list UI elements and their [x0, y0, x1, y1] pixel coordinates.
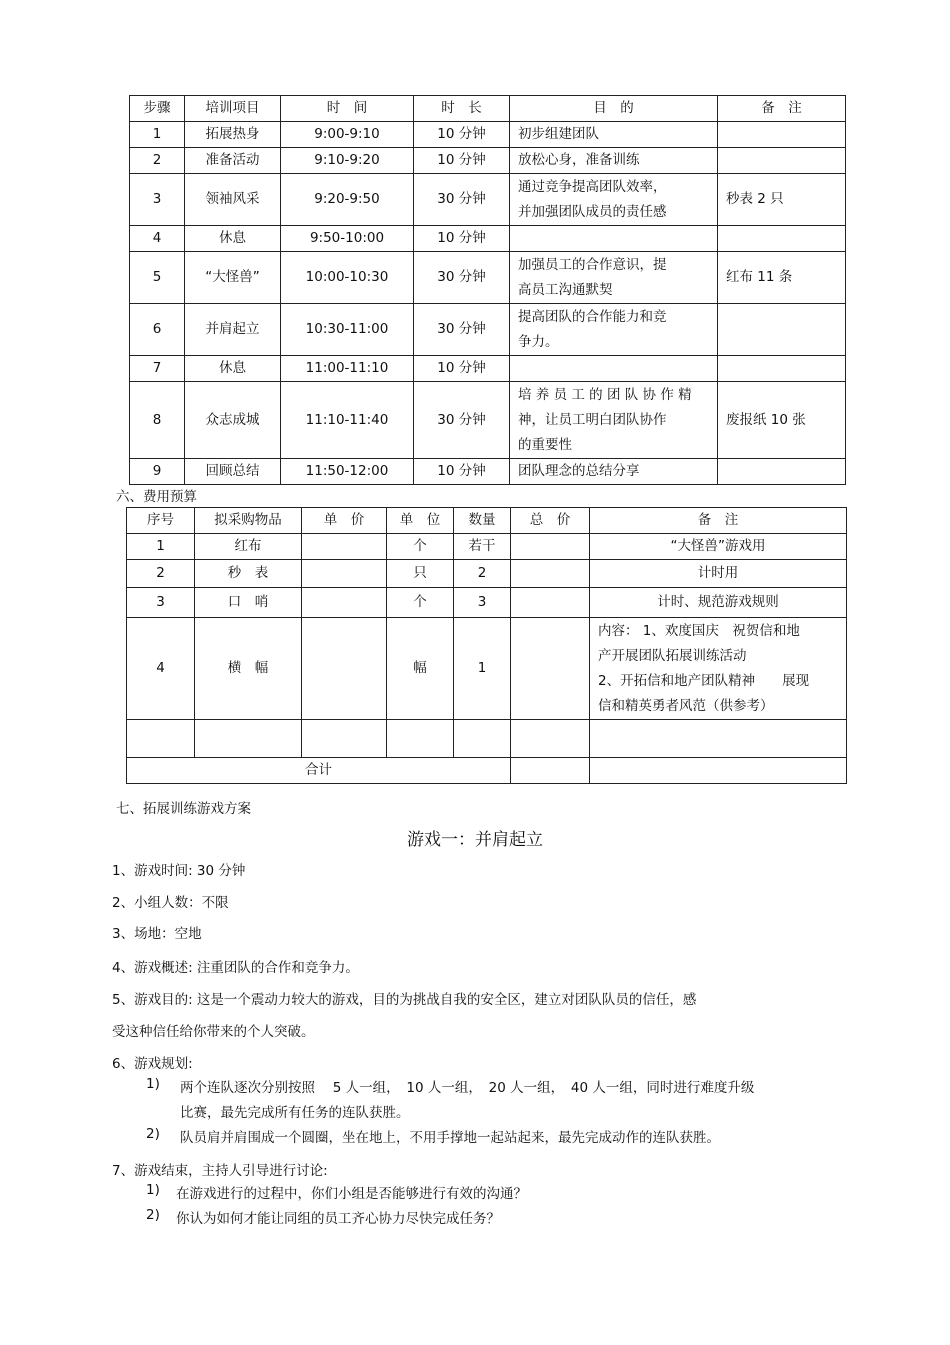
unit-cell: 个 [387, 534, 454, 560]
purpose-cell [510, 382, 718, 459]
unit-cell: 幅 [387, 618, 454, 720]
purchase-item-cell: 红布 [195, 534, 302, 560]
time-cell: 9:10-9:20 [281, 148, 414, 174]
budget-note-line: 2、开拓信和地产团队精神 展现 [598, 672, 810, 689]
game-info-line: 2、小组人数：不限 [112, 895, 229, 911]
budget-note-line: 内容： 1、欢度国庆 祝贺信和地 [598, 622, 800, 639]
purpose-cell [510, 226, 718, 252]
time-cell: 9:50-10:00 [281, 226, 414, 252]
no-cell: 3 [127, 588, 195, 618]
table-row [130, 122, 846, 148]
purpose-cell [510, 356, 718, 382]
step-cell: 1 [130, 122, 185, 148]
no-cell: 1 [127, 534, 195, 560]
item-cell: 准备活动 [185, 148, 281, 174]
note-cell: 红布 11 条 [718, 252, 846, 304]
purpose-line: 通过竞争提高团队效率， [518, 178, 667, 195]
total-price-cell [511, 534, 590, 560]
schedule-header-cell: 步骤 [130, 96, 185, 122]
qty-cell: 3 [454, 588, 511, 618]
item-cell: 回顾总结 [185, 459, 281, 485]
budget-note-cell [590, 534, 847, 560]
purpose-line: 加强员工的合作意识，提 [518, 256, 667, 273]
time-cell: 10:00-10:30 [281, 252, 414, 304]
rule-line: 比赛，最先完成所有任务的连队获胜。 [180, 1105, 410, 1121]
table-row [127, 560, 847, 588]
schedule-header-cell: 时 间 [281, 96, 414, 122]
question-number: 1) [146, 1182, 160, 1198]
qty-cell: 1 [454, 618, 511, 720]
item-cell: 拓展热身 [185, 122, 281, 148]
table-row [130, 252, 846, 304]
budget-note-line: “大怪兽”游戏用 [670, 538, 766, 554]
budget-header-cell: 单 位 [387, 508, 454, 534]
purpose-line: 提高团队的合作能力和竞 [518, 308, 667, 325]
duration-cell: 30 分钟 [414, 252, 510, 304]
purchase-item-cell: 秒 表 [195, 560, 302, 588]
table-row [130, 148, 846, 174]
item-cell: 休息 [185, 226, 281, 252]
game-info-line: 5、游戏目的: 这是一个震动力较大的游戏，目的为挑战自我的安全区，建立对团队队员的信任，感 [112, 992, 697, 1008]
purpose-line: 高员工沟通默契 [518, 281, 613, 298]
unit-price-cell [302, 588, 387, 618]
schedule-table [129, 95, 846, 485]
budget-note-cell [590, 560, 847, 588]
step-cell: 6 [130, 304, 185, 356]
budget-table [126, 507, 847, 784]
empty-cell [454, 720, 511, 758]
unit-cell: 个 [387, 588, 454, 618]
purpose-cell [510, 459, 718, 485]
note-cell [718, 122, 846, 148]
time-cell: 11:50-12:00 [281, 459, 414, 485]
purpose-line: 并加强团队成员的责任感 [518, 203, 667, 220]
rule-line: 两个连队逐次分别按照 5 人一组， 10 人一组， 20 人一组， 40 人一组，同时进行难度升级 [180, 1080, 755, 1096]
qty-cell: 若干 [454, 534, 511, 560]
table-row [130, 356, 846, 382]
budget-header-cell: 备 注 [590, 508, 847, 534]
time-cell: 11:10-11:40 [281, 382, 414, 459]
empty-row [127, 720, 847, 758]
game-info-line: 1、游戏时间: 30 分钟 [112, 863, 246, 879]
rule-number: 2) [146, 1126, 160, 1142]
no-cell: 2 [127, 560, 195, 588]
game-info-line: 受这种信任给你带来的个人突破。 [112, 1024, 315, 1040]
purpose-cell [510, 174, 718, 226]
duration-cell: 10 分钟 [414, 356, 510, 382]
item-cell: 众志成城 [185, 382, 281, 459]
unit-price-cell [302, 560, 387, 588]
duration-cell: 30 分钟 [414, 304, 510, 356]
table-row [130, 174, 846, 226]
duration-cell: 10 分钟 [414, 226, 510, 252]
schedule-header-cell: 备 注 [718, 96, 846, 122]
budget-note-cell [590, 588, 847, 618]
table-row [127, 618, 847, 720]
budget-note-line: 产开展团队拓展训练活动 [598, 647, 747, 664]
budget-note-line: 计时用 [697, 565, 739, 581]
purpose-line: 团队理念的总结分享 [518, 463, 640, 479]
step-cell: 4 [130, 226, 185, 252]
purpose-line: 放松心身，准备训练 [518, 152, 640, 168]
purpose-line: 的重要性 [518, 436, 572, 453]
step-cell: 7 [130, 356, 185, 382]
table-row [127, 588, 847, 618]
note-cell [718, 356, 846, 382]
total-row [127, 758, 847, 784]
table-row [130, 382, 846, 459]
unit-price-cell [302, 534, 387, 560]
unit-price-cell [302, 618, 387, 720]
empty-cell [195, 720, 302, 758]
purpose-line: 神，让员工明白团队协作 [518, 411, 667, 428]
empty-cell [302, 720, 387, 758]
step-cell: 9 [130, 459, 185, 485]
purpose-line: 培 养 员 工 的 团 队 协 作 精 [518, 386, 692, 403]
budget-heading: 六、费用预算 [116, 489, 197, 505]
game-info-line: 6、游戏规划: [112, 1056, 193, 1072]
note-cell: 废报纸 10 张 [718, 382, 846, 459]
step-cell: 8 [130, 382, 185, 459]
table-row [130, 459, 846, 485]
time-cell: 11:00-11:10 [281, 356, 414, 382]
budget-header-cell: 拟采购物品 [195, 508, 302, 534]
note-cell [718, 148, 846, 174]
game-info-line: 4、游戏概述: 注重团队的合作和竞争力。 [112, 960, 359, 976]
schedule-header-cell: 培训项目 [185, 96, 281, 122]
purpose-cell [510, 148, 718, 174]
budget-header-cell: 序号 [127, 508, 195, 534]
no-cell: 4 [127, 618, 195, 720]
budget-header-cell: 单 价 [302, 508, 387, 534]
empty-cell [127, 720, 195, 758]
item-cell: 领袖风采 [185, 174, 281, 226]
step-cell: 2 [130, 148, 185, 174]
purchase-item-cell: 口 哨 [195, 588, 302, 618]
time-cell: 9:00-9:10 [281, 122, 414, 148]
discussion-heading: 7、游戏结束，主持人引导进行讨论: [112, 1163, 328, 1179]
total-label-cell: 合计 [127, 758, 511, 784]
duration-cell: 10 分钟 [414, 148, 510, 174]
note-cell: 秒表 2 只 [718, 174, 846, 226]
section-heading: 七、拓展训练游戏方案 [116, 801, 251, 817]
question-text: 你认为如何才能让同组的员工齐心协力尽快完成任务？ [176, 1211, 500, 1227]
total-price-cell [511, 588, 590, 618]
note-cell [718, 459, 846, 485]
duration-cell: 30 分钟 [414, 174, 510, 226]
question-text: 在游戏进行的过程中，你们小组是否能够进行有效的沟通？ [176, 1186, 527, 1202]
purpose-line: 初步组建团队 [518, 126, 599, 142]
item-cell: 休息 [185, 356, 281, 382]
qty-cell: 2 [454, 560, 511, 588]
question-number: 2) [146, 1207, 160, 1223]
budget-header-row [127, 508, 847, 534]
game-title: 游戏一：并肩起立 [407, 830, 543, 850]
budget-header-cell: 数量 [454, 508, 511, 534]
duration-cell: 10 分钟 [414, 459, 510, 485]
game-info-line: 3、场地：空地 [112, 926, 202, 942]
schedule-header-row [130, 96, 846, 122]
budget-note-cell [590, 618, 847, 720]
rule-number: 1) [146, 1076, 160, 1092]
note-cell [718, 226, 846, 252]
empty-cell [387, 720, 454, 758]
empty-cell [590, 720, 847, 758]
schedule-header-cell: 时 长 [414, 96, 510, 122]
item-cell: “大怪兽” [185, 252, 281, 304]
unit-cell: 只 [387, 560, 454, 588]
budget-note-line: 信和精英勇者风范（供参考） [598, 697, 774, 714]
step-cell: 5 [130, 252, 185, 304]
duration-cell: 30 分钟 [414, 382, 510, 459]
rule-line: 队员肩并肩围成一个圆圈，坐在地上，不用手撑地一起站起来，最先完成动作的连队获胜。 [180, 1130, 720, 1146]
note-cell [718, 304, 846, 356]
schedule-header-cell: 目 的 [510, 96, 718, 122]
purpose-cell [510, 122, 718, 148]
budget-note-line: 计时、规范游戏规则 [657, 594, 779, 610]
total-price-cell [511, 618, 590, 720]
time-cell: 9:20-9:50 [281, 174, 414, 226]
table-row [130, 304, 846, 356]
purpose-line: 争力。 [518, 333, 559, 350]
total-price-cell [511, 560, 590, 588]
total-note-cell [590, 758, 847, 784]
step-cell: 3 [130, 174, 185, 226]
time-cell: 10:30-11:00 [281, 304, 414, 356]
empty-cell [511, 720, 590, 758]
purpose-cell [510, 252, 718, 304]
item-cell: 并肩起立 [185, 304, 281, 356]
duration-cell: 10 分钟 [414, 122, 510, 148]
table-row [130, 226, 846, 252]
budget-header-cell: 总 价 [511, 508, 590, 534]
total-price-cell [511, 758, 590, 784]
purpose-cell [510, 304, 718, 356]
purchase-item-cell: 横 幅 [195, 618, 302, 720]
table-row [127, 534, 847, 560]
